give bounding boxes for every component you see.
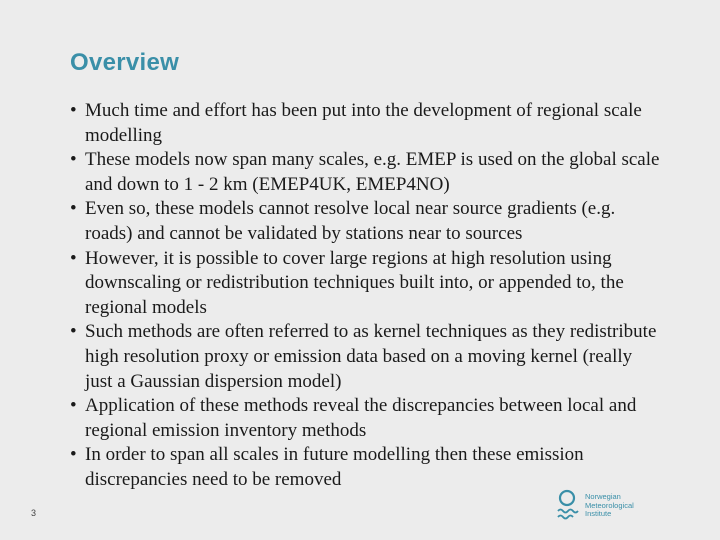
logo-line: Norwegian bbox=[585, 492, 621, 502]
bullet-marker: • bbox=[70, 395, 77, 417]
bullet-item bbox=[70, 247, 660, 321]
met-institute-logo-icon bbox=[556, 489, 580, 523]
bullet-item bbox=[70, 99, 660, 148]
slide-title: Overview bbox=[70, 49, 180, 76]
bullet-text: Much time and effort has been put into the development of regional scale modelling bbox=[85, 100, 642, 146]
bullet-text: Such methods are often referred to as kernel techniques as they redistribute high resolution proxy or emission data based on a moving kernel (really just a Gaussian dispersion model) bbox=[85, 321, 657, 392]
bullet-marker: • bbox=[70, 100, 77, 121]
bullet-item bbox=[70, 148, 660, 197]
bullet-marker: • bbox=[70, 321, 77, 343]
bullet-item bbox=[70, 443, 660, 492]
page-number: 3 bbox=[31, 508, 37, 518]
met-institute-logo bbox=[556, 489, 634, 523]
bullet-marker: • bbox=[70, 247, 77, 269]
bullet-text: In order to span all scales in future modelling then these emission discrepancies need to be removed bbox=[85, 444, 584, 490]
bullet-marker: • bbox=[70, 444, 77, 466]
bullet-list bbox=[70, 99, 660, 493]
logo-line: Institute bbox=[585, 509, 612, 519]
bullet-text: These models now span many scales, e.g. EMEP is used on the global scale and down to 1 - 2 km (EMEP4UK, EMEP4NO) bbox=[85, 149, 660, 195]
bullet-text: Application of these methods reveal the discrepancies between local and regional emission inventory methods bbox=[85, 395, 637, 441]
bullet-item bbox=[70, 320, 660, 394]
bullet-text: Even so, these models cannot resolve local near source gradients (e.g. roads) and cannot be validated by stations near to sources bbox=[85, 198, 616, 244]
bullet-marker: • bbox=[70, 149, 77, 171]
bullet-marker: • bbox=[70, 198, 77, 220]
bullet-item bbox=[70, 197, 660, 246]
logo-text bbox=[585, 493, 634, 519]
logo-line: Meteorological bbox=[585, 500, 634, 510]
bullet-text: However, it is possible to cover large regions at high resolution using downscaling or redistribution techniques built into, or appended to, the regional models bbox=[85, 247, 624, 318]
bullet-item bbox=[70, 394, 660, 443]
